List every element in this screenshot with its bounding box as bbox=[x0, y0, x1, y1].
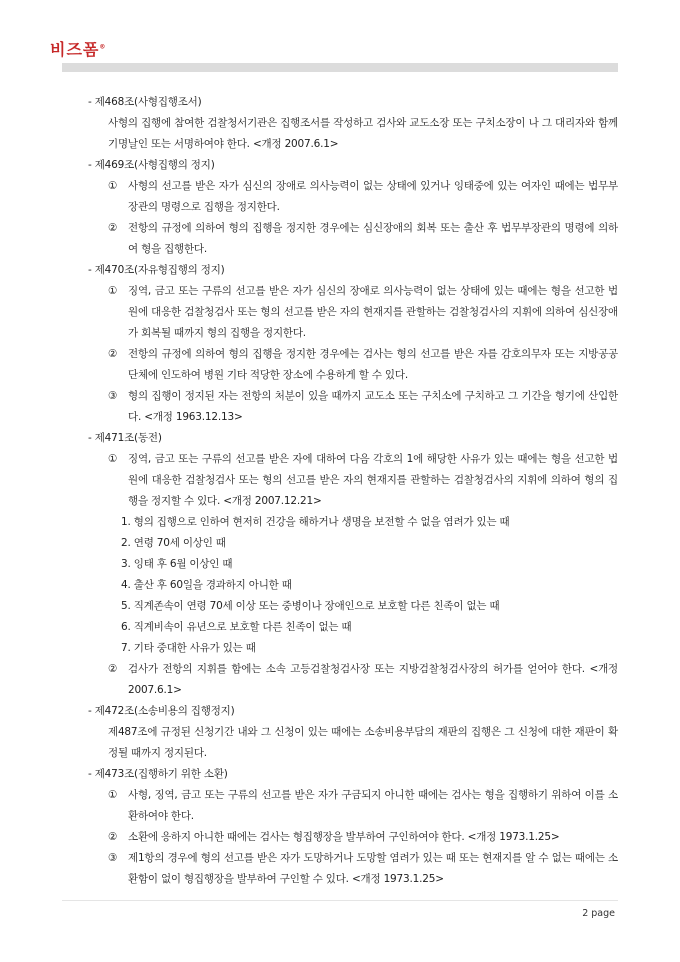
article-text: 제487조에 규정된 신청기간 내와 그 신청이 있는 때에는 소송비용부담의 재판의 집행은 그 신청에 대한 재판이 확정될 때까지 정지된다. bbox=[108, 726, 618, 759]
list-item: 3. 잉태 후 6월 이상인 때 bbox=[121, 558, 233, 570]
clause-text: 검사가 전항의 지휘를 함에는 소속 고등검찰청검사장 또는 지방검찰청검사장의 허가를 얻어야 한다. <개정 2007.6.1> bbox=[128, 663, 618, 696]
clause bbox=[88, 386, 618, 428]
article-title: - 제468조(사형집행조서) bbox=[88, 96, 202, 108]
logo-text: 비즈폼 bbox=[50, 40, 100, 59]
clause bbox=[88, 176, 618, 218]
list-item: 6. 직계비속이 유년으로 보호할 다른 친족이 없는 때 bbox=[121, 621, 352, 633]
clause-number: ③ bbox=[108, 852, 118, 864]
clause-text: 전항의 규정에 의하여 형의 집행을 정지한 경우에는 심신장애의 회복 또는 출산 후 법무부장관의 명령에 의하여 형을 집행한다. bbox=[128, 222, 618, 255]
page-number: 2 page bbox=[582, 908, 615, 919]
article-title: - 제473조(집행하기 위한 소환) bbox=[88, 768, 228, 780]
registered-mark: ® bbox=[99, 43, 107, 51]
clause-text: 징역, 금고 또는 구류의 선고를 받은 자에 대하여 다음 각호의 1에 해당한 사유가 있는 때에는 형을 선고한 법원에 대응한 검찰청검사 또는 형의 선고를 받은 자의 현재지를 관할하는 검찰청검사의 지휘에 의하여 형의 집행을 정지할 수 있다. <개정 2007.12.21> bbox=[128, 453, 618, 507]
article-471 bbox=[88, 428, 618, 701]
clause-number: ① bbox=[108, 453, 118, 465]
clause-text: 징역, 금고 또는 구류의 선고를 받은 자가 심신의 장애로 의사능력이 없는 상태에 있는 때에는 형을 선고한 법원에 대응한 검찰청검사 또는 형의 선고를 받은 자의 현재지를 관할하는 검찰청검사의 지휘에 의하여 심신장애가 회복될 때까지 형의 집행을 정지한다. bbox=[128, 285, 618, 339]
clause-number: ③ bbox=[108, 390, 118, 402]
header-bar bbox=[62, 63, 618, 72]
clause bbox=[88, 827, 618, 848]
article-470 bbox=[88, 260, 618, 428]
list-item: 7. 기타 중대한 사유가 있는 때 bbox=[121, 642, 256, 654]
list-item: 4. 출산 후 60일을 경과하지 아니한 때 bbox=[121, 579, 292, 591]
document-body bbox=[88, 92, 618, 890]
clause bbox=[88, 449, 618, 512]
clause bbox=[88, 848, 618, 890]
clause-text: 제1항의 경우에 형의 선고를 받은 자가 도망하거나 도망할 염려가 있는 때 또는 현재지를 알 수 없는 때에는 소환함이 없이 형집행장을 발부하여 구인할 수 있다. <개정 1973.1.25> bbox=[128, 852, 618, 885]
article-468 bbox=[88, 92, 618, 155]
clause-text: 사형의 선고를 받은 자가 심신의 장애로 의사능력이 없는 상태에 있거나 잉태중에 있는 여자인 때에는 법무부장관의 명령으로 집행을 정지한다. bbox=[128, 180, 618, 213]
clause-number: ② bbox=[108, 831, 118, 843]
clause-number: ① bbox=[108, 285, 118, 297]
bizform-logo bbox=[50, 37, 106, 60]
clause-number: ① bbox=[108, 180, 118, 192]
footer-divider bbox=[62, 900, 618, 901]
article-469 bbox=[88, 155, 618, 260]
clause-number: ② bbox=[108, 663, 118, 675]
clause-text: 전항의 규정에 의하여 형의 집행을 정지한 경우에는 검사는 형의 선고를 받은 자를 감호의무자 또는 지방공공단체에 인도하여 병원 기타 적당한 장소에 수용하게 할 수 있다. bbox=[128, 348, 618, 381]
article-title: - 제470조(자유형집행의 정지) bbox=[88, 264, 225, 276]
clause-number: ② bbox=[108, 222, 118, 234]
article-title: - 제469조(사형집행의 정지) bbox=[88, 159, 215, 171]
clause bbox=[88, 785, 618, 827]
article-title: - 제472조(소송비용의 집행정지) bbox=[88, 705, 235, 717]
clause-text: 소환에 응하지 아니한 때에는 검사는 형집행장을 발부하여 구인하여야 한다. <개정 1973.1.25> bbox=[128, 831, 560, 843]
clause-text: 사형, 징역, 금고 또는 구류의 선고를 받은 자가 구금되지 아니한 때에는 검사는 형을 집행하기 위하여 이를 소환하여야 한다. bbox=[128, 789, 618, 822]
clause-text: 형의 집행이 정지된 자는 전항의 처분이 있을 때까지 교도소 또는 구치소에 구치하고 그 기간을 형기에 산입한다. <개정 1963.12.13> bbox=[128, 390, 618, 423]
clause-number: ② bbox=[108, 348, 118, 360]
clause bbox=[88, 344, 618, 386]
clause bbox=[88, 218, 618, 260]
list-item: 1. 형의 집행으로 인하여 현저히 건강을 해하거나 생명을 보전할 수 없을 염려가 있는 때 bbox=[121, 516, 510, 528]
list-item: 2. 연령 70세 이상인 때 bbox=[121, 537, 226, 549]
clause bbox=[88, 281, 618, 344]
list-item: 5. 직계존속이 연령 70세 이상 또는 중병이나 장애인으로 보호할 다른 친족이 없는 때 bbox=[121, 600, 500, 612]
article-title: - 제471조(동전) bbox=[88, 432, 162, 444]
article-472 bbox=[88, 701, 618, 764]
clause bbox=[88, 659, 618, 701]
clause-number: ① bbox=[108, 789, 118, 801]
article-text: 사형의 집행에 참여한 검찰청서기관은 집행조서를 작성하고 검사와 교도소장 또는 구치소장이 나 그 대리자와 함께 기명날인 또는 서명하여야 한다. <개정 2007.6.1> bbox=[108, 117, 618, 150]
article-473 bbox=[88, 764, 618, 890]
